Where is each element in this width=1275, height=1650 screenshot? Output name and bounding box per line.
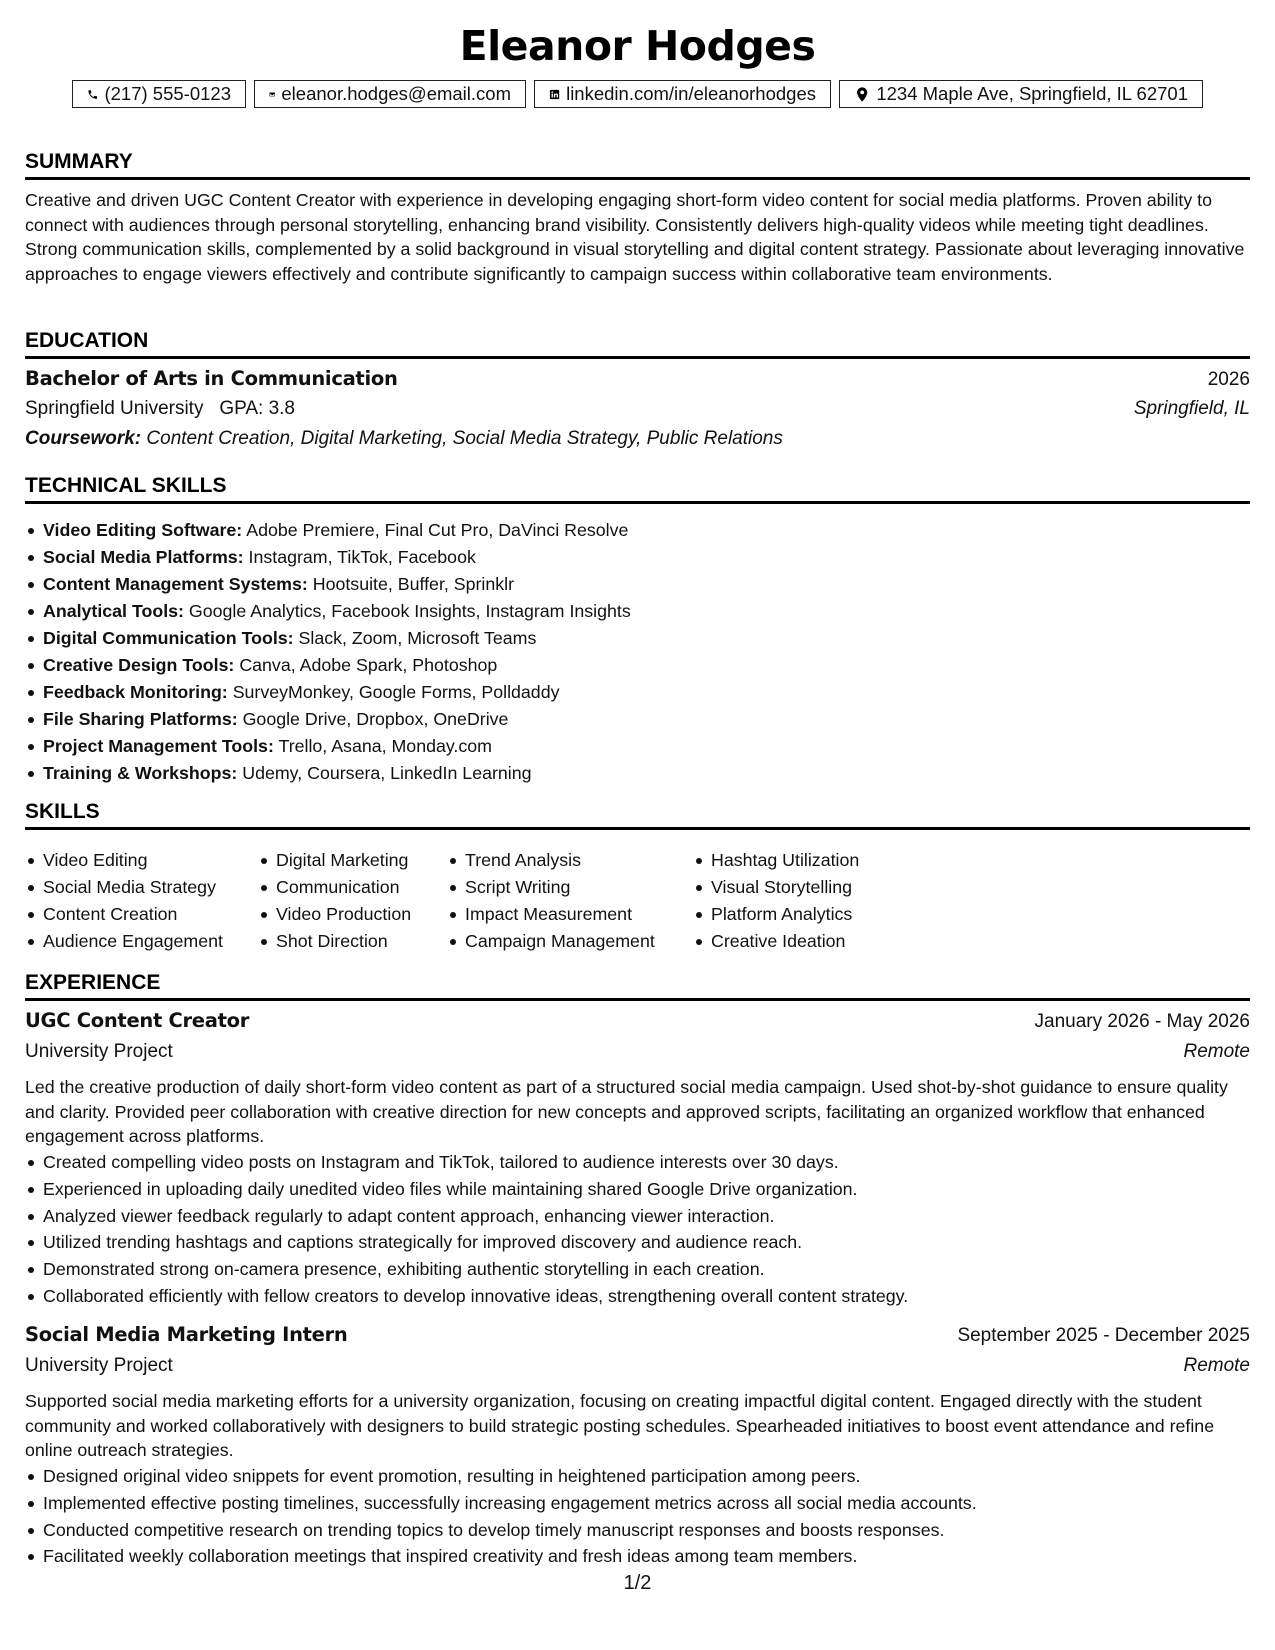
education-school-row xyxy=(25,398,1250,420)
list-item: Analyzed viewer feedback regularly to adapt content approach, enhancing viewer interaction. xyxy=(43,1203,908,1230)
technical-skills-list xyxy=(25,517,631,787)
list-item: Impact Measurement xyxy=(465,901,655,928)
education-school-group xyxy=(25,398,295,420)
job-1-dates: January 2026 - May 2026 xyxy=(1034,1011,1250,1032)
list-item xyxy=(43,625,631,652)
job-2-org-row xyxy=(25,1355,1250,1377)
skill-category: File Sharing Platforms: xyxy=(43,709,238,729)
skill-category: Content Management Systems: xyxy=(43,574,308,594)
contact-address[interactable] xyxy=(839,80,1203,108)
list-item xyxy=(43,598,631,625)
phone-icon xyxy=(87,86,98,103)
contact-phone[interactable] xyxy=(72,80,246,108)
list-item: Demonstrated strong on-camera presence, exhibiting authentic storytelling in each creation. xyxy=(43,1256,908,1283)
list-item: Content Creation xyxy=(43,901,223,928)
list-item: Video Editing xyxy=(43,847,223,874)
education-location: Springfield, IL xyxy=(1133,398,1250,419)
skill-category: Creative Design Tools: xyxy=(43,655,235,675)
job-1-title-row xyxy=(25,1009,1250,1033)
job-1-bullets xyxy=(25,1149,908,1310)
skill-category: Analytical Tools: xyxy=(43,601,184,621)
job-1-description: Led the creative production of daily short-form video content as part of a structured social media campaign. Used shot-by-shot guidance to ensure quality and clarity. Provided peer collaboration with creative direction for new concepts and approved scripts, facilitating an organized workflow that enhanced engagement across platforms. xyxy=(25,1077,1228,1147)
list-item: Conducted competitive research on trending topics to develop timely manuscript responses and boosts responses. xyxy=(43,1517,977,1544)
list-item: Creative Ideation xyxy=(711,928,859,955)
contact-linkedin-text: linkedin.com/in/eleanorhodges xyxy=(566,83,816,104)
list-item: Hashtag Utilization xyxy=(711,847,859,874)
skill-values: SurveyMonkey, Google Forms, Polldaddy xyxy=(232,682,560,702)
list-item: Audience Engagement xyxy=(43,928,223,955)
job-1-role: UGC Content Creator xyxy=(25,1009,250,1032)
list-item: Visual Storytelling xyxy=(711,874,859,901)
map-marker-icon xyxy=(854,86,870,103)
contact-email-text: eleanor.hodges@email.com xyxy=(281,83,511,104)
list-item xyxy=(43,571,631,598)
skill-category: Project Management Tools: xyxy=(43,736,274,756)
list-item: Shot Direction xyxy=(276,928,411,955)
contact-bar xyxy=(25,80,1250,108)
list-item: Utilized trending hashtags and captions strategically for improved discovery and audience reach. xyxy=(43,1229,908,1256)
education-year: 2026 xyxy=(1207,369,1250,390)
technical-skills-heading: TECHNICAL SKILLS xyxy=(25,473,1250,504)
contact-email[interactable] xyxy=(254,80,526,108)
summary-text: Creative and driven UGC Content Creator with experience in developing engaging short-form video content for social media platforms. Proven ability to connect with audiences through personal storytelling, enhancing brand visibility. Consistently delivers high-quality videos while meeting tight deadlines. Strong communication skills, complemented by a solid background in visual storytelling and digital content strategy. Passionate about leveraging innovative approaches to engage viewers effectively and contribute significantly to campaign success within collaborative team environments. xyxy=(25,190,1245,284)
skill-values: Trello, Asana, Monday.com xyxy=(278,736,492,756)
list-item: Created compelling video posts on Instagram and TikTok, tailored to audience interests over 30 days. xyxy=(43,1149,908,1176)
job-1-location: Remote xyxy=(1183,1041,1250,1062)
skill-category: Video Editing Software: xyxy=(43,520,243,540)
coursework-list: Content Creation, Digital Marketing, Social Media Strategy, Public Relations xyxy=(146,428,783,449)
candidate-name: Eleanor Hodges xyxy=(459,22,816,70)
list-item: Designed original video snippets for event promotion, resulting in heightened participation among peers. xyxy=(43,1463,977,1490)
skills-heading: SKILLS xyxy=(25,799,1250,830)
job-2-title-row xyxy=(25,1323,1250,1347)
job-2-org: University Project xyxy=(25,1355,173,1376)
job-2-dates: September 2025 - December 2025 xyxy=(957,1325,1250,1346)
skill-values: Canva, Adobe Spark, Photoshop xyxy=(239,655,498,675)
list-item: Script Writing xyxy=(465,874,655,901)
list-item: Implemented effective posting timelines, successfully increasing engagement metrics across all social media accounts. xyxy=(43,1490,977,1517)
skill-category: Social Media Platforms: xyxy=(43,547,244,567)
list-item: Facilitated weekly collaboration meetings that inspired creativity and fresh ideas among team members. xyxy=(43,1543,977,1570)
skills-column-4 xyxy=(693,847,859,955)
list-item: Platform Analytics xyxy=(711,901,859,928)
contact-linkedin[interactable] xyxy=(534,80,831,108)
list-item: Experienced in uploading daily unedited video files while maintaining shared Google Drive organization. xyxy=(43,1176,908,1203)
list-item: Social Media Strategy xyxy=(43,874,223,901)
list-item: Digital Marketing xyxy=(276,847,411,874)
list-item xyxy=(43,760,631,787)
job-1-org: University Project xyxy=(25,1041,173,1062)
skills-column-2 xyxy=(258,847,411,955)
list-item xyxy=(43,679,631,706)
list-item: Communication xyxy=(276,874,411,901)
job-1-org-row xyxy=(25,1041,1250,1063)
skill-values: Instagram, TikTok, Facebook xyxy=(248,547,476,567)
job-2-bullets xyxy=(25,1463,977,1570)
contact-phone-text: (217) 555-0123 xyxy=(104,83,231,104)
skill-values: Adobe Premiere, Final Cut Pro, DaVinci Resolve xyxy=(246,520,629,540)
skills-column-3 xyxy=(447,847,655,955)
skills-column-1 xyxy=(25,847,223,955)
coursework-label: Coursework: xyxy=(25,428,142,449)
skill-category: Training & Workshops: xyxy=(43,763,238,783)
education-gpa: GPA: 3.8 xyxy=(219,398,295,419)
contact-address-text: 1234 Maple Ave, Springfield, IL 62701 xyxy=(876,83,1188,104)
education-coursework-row xyxy=(25,428,1250,450)
list-item: Collaborated efficiently with fellow creators to develop innovative ideas, strengthening overall content strategy. xyxy=(43,1283,908,1310)
list-item xyxy=(43,706,631,733)
skill-category: Feedback Monitoring: xyxy=(43,682,228,702)
list-item: Video Production xyxy=(276,901,411,928)
education-coursework-group xyxy=(25,428,783,450)
skill-values: Hootsuite, Buffer, Sprinklr xyxy=(312,574,515,594)
envelope-icon xyxy=(269,86,275,103)
list-item xyxy=(43,544,631,571)
list-item xyxy=(43,733,631,760)
page-number: 1/2 xyxy=(623,1572,652,1594)
summary-heading: SUMMARY xyxy=(25,149,1250,180)
education-school: Springfield University xyxy=(25,398,204,419)
list-item: Trend Analysis xyxy=(465,847,655,874)
skill-category: Digital Communication Tools: xyxy=(43,628,294,648)
education-heading: EDUCATION xyxy=(25,328,1250,359)
list-item: Campaign Management xyxy=(465,928,655,955)
education-degree-row xyxy=(25,367,1250,391)
skill-values: Google Analytics, Facebook Insights, Instagram Insights xyxy=(188,601,631,621)
list-item xyxy=(43,652,631,679)
skill-values: Google Drive, Dropbox, OneDrive xyxy=(242,709,509,729)
education-degree: Bachelor of Arts in Communication xyxy=(25,367,398,390)
list-item xyxy=(43,517,631,544)
skill-values: Slack, Zoom, Microsoft Teams xyxy=(298,628,537,648)
job-2-role: Social Media Marketing Intern xyxy=(25,1323,348,1346)
job-2-description: Supported social media marketing efforts for a university organization, focusing on creating impactful digital content. Engaged directly with the student community and worked collaboratively with designers to build strategic posting schedules. Spearheaded initiatives to boost event attendance and refine online outreach strategies. xyxy=(25,1391,1215,1461)
linkedin-icon xyxy=(549,86,560,103)
experience-heading: EXPERIENCE xyxy=(25,970,1250,1001)
skill-values: Udemy, Coursera, LinkedIn Learning xyxy=(242,763,532,783)
job-2-location: Remote xyxy=(1183,1355,1250,1376)
